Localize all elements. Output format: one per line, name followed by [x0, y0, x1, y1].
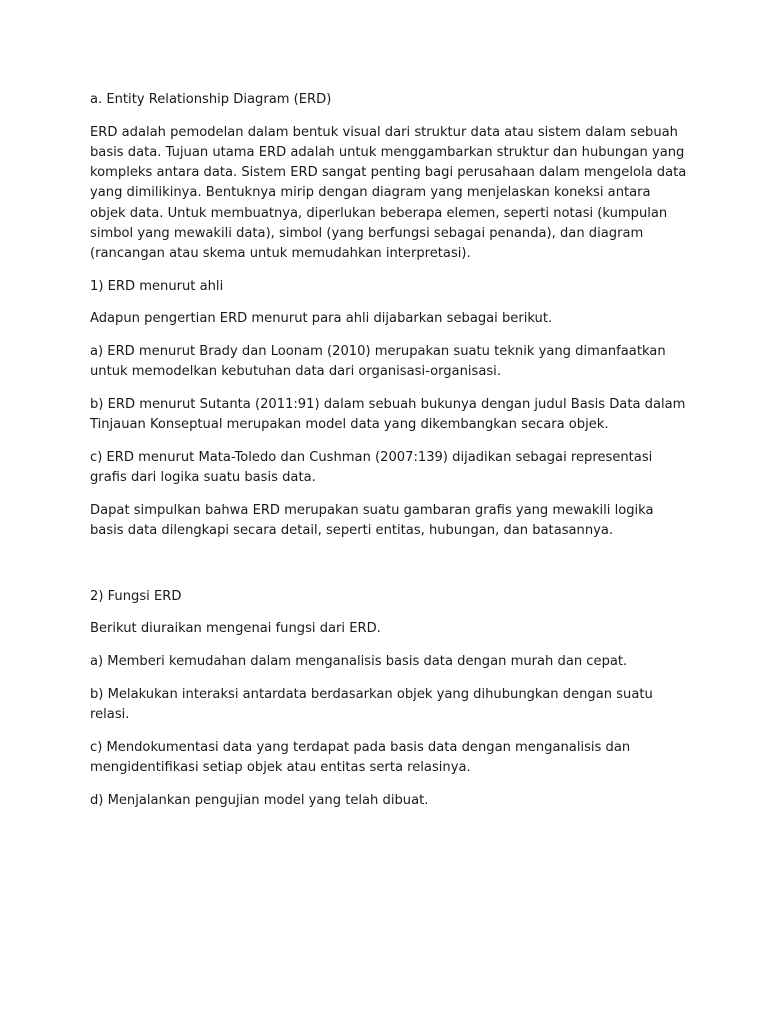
expert-c: c) ERD menurut Mata-Toledo dan Cushman (2007:139) dijadikan sebagai representasi grafis dari logika suatu basis data.: [90, 449, 653, 486]
subsection-1-title: 1) ERD menurut ahli: [90, 278, 224, 294]
intro-paragraph: ERD adalah pemodelan dalam bentuk visual dari struktur data atau sistem dalam sebuah basis data. Tujuan utama ERD adalah untuk menggambarkan struktur dan hubungan yang kompleks antara data. Sistem ERD sangat penting bagi perusahaan dalam mengelola data yang dimilikinya. Bentuknya mirip dengan diagram yang menjelaskan koneksi antara objek data. Untuk membuatnya, diperlukan beberapa elemen, seperti notasi (kumpulan simbol yang mewakili data), simbol (yang berfungsi sebagai penanda), dan diagram (rancangan atau skema untuk memudahkan interpretasi).: [90, 124, 687, 261]
function-d: d) Menjalankan pengujian model yang telah dibuat.: [90, 792, 429, 808]
experts-intro: Adapun pengertian ERD menurut para ahli dijabarkan sebagai berikut.: [90, 311, 553, 327]
function-c: c) Mendokumentasi data yang terdapat pada basis data dengan menganalisis dan mengidentifikasi setiap objek atau entitas serta relasinya.: [90, 739, 631, 775]
function-b: b) Melakukan interaksi antardata berdasarkan objek yang dihubungkan dengan suatu relasi.: [90, 686, 653, 722]
functions-intro: Berikut diuraikan mengenai fungsi dari ERD.: [90, 621, 381, 637]
section-spacer: [90, 554, 690, 587]
subsection-2-title: 2) Fungsi ERD: [90, 588, 182, 604]
function-a: a) Memberi kemudahan dalam menganalisis basis data dengan murah dan cepat.: [90, 654, 628, 670]
section-a-title: a. Entity Relationship Diagram (ERD): [90, 92, 332, 107]
experts-conclusion: Dapat simpulkan bahwa ERD merupakan suatu gambaran grafis yang mewakili logika basis data dilengkapi secara detail, seperti entitas, hubungan, dan batasannya.: [90, 502, 654, 538]
expert-a: a) ERD menurut Brady dan Loonam (2010) merupakan suatu teknik yang dimanfaatkan untuk memodelkan kebutuhan data dari organisasi-organisasi.: [90, 344, 666, 380]
expert-b: b) ERD menurut Sutanta (2011:91) dalam sebuah bukunya dengan judul Basis Data dalam Tinjauan Konseptual merupakan model data yang dikembangkan secara objek.: [90, 396, 686, 433]
document-body: [90, 90, 690, 823]
